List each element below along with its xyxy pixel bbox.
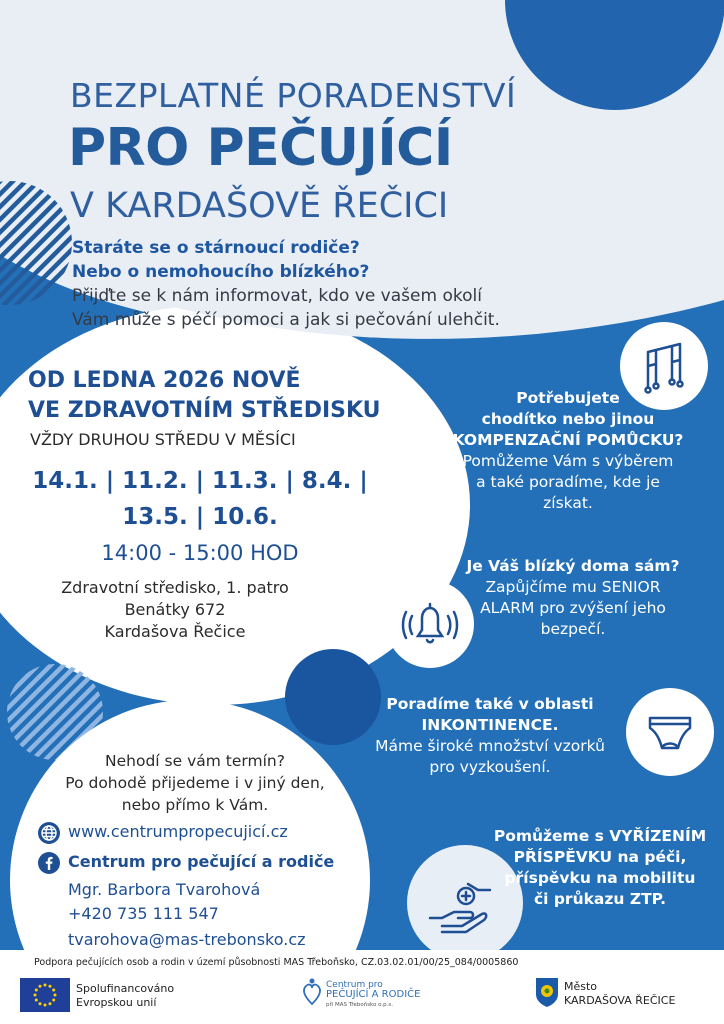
town-line-2: KARDAŠOVA ŘEČICE [564, 994, 676, 1007]
town-line-1: Město [564, 980, 598, 993]
eu-line-1: Spolufinancováno [76, 982, 175, 995]
walker-line-4: Pomůžeme Vám s výběrem [462, 452, 674, 470]
walker-line-3: KOMPENZAČNÍ POMŮCKU? [452, 431, 684, 449]
allowance-line-1: Pomůžeme s VYŘÍZENÍM [493, 827, 707, 845]
globe-icon [38, 822, 60, 844]
alarm-line-3: ALARM pro zvýšení jeho [480, 599, 666, 617]
alarm-line-2: Zapůjčíme mu SENIOR [485, 578, 661, 596]
contact-email[interactable]: tvarohova@mas-trebonsko.cz [68, 930, 306, 949]
intro-question-2: Nebo o nemohoucího blízkého? [72, 262, 370, 282]
eu-line-2: Evropskou unií [76, 996, 157, 1009]
walker-line-2: chodítko nebo jinou [481, 410, 655, 428]
eu-flag-logo [20, 978, 70, 1012]
website-link[interactable]: www.centrumpropecujicí.cz [68, 822, 288, 841]
schedule-frequency: VŽDY DRUHOU STŘEDU V MĚSÍCI [30, 430, 296, 449]
intro-text-1: Přijďte se k nám informovat, kdo ve vašem okolí [72, 286, 482, 306]
alternative-line-2: Po dohodě přijedeme i v jiný den, [65, 774, 325, 792]
address-line-3: Kardašova Řečice [104, 622, 246, 641]
centrum-heart-logo [300, 976, 324, 1008]
centrum-line-2: PEČUJÍCÍ A RODIČE [326, 989, 421, 1000]
footer-support-text: Podpora pečujících osob a rodin v území působnosti MAS Třeboňsko, CZ.03.02.01/00/25_084/0005860 [34, 957, 519, 968]
intro-text-2: Vám může s péčí pomoci a jak si pečování ulehčit. [72, 310, 500, 330]
schedule-heading-1: OD LEDNA 2026 NOVĚ [28, 368, 301, 393]
schedule-heading-2: VE ZDRAVOTNÍM STŘEDISKU [28, 398, 381, 423]
title-line-3: V KARDAŠOVĚ ŘEČICI [70, 186, 449, 226]
address-line-2: Benátky 672 [124, 600, 226, 619]
intro-question-1: Staráte se o stárnoucí rodiče? [72, 238, 360, 258]
town-coat-of-arms-logo [534, 976, 560, 1008]
schedule-dates-1: 14.1. | 11.2. | 11.3. | 8.4. | [32, 468, 368, 494]
walker-line-5: a také poradíme, kde je [476, 473, 660, 491]
allowance-line-4: či průkazu ZTP. [533, 890, 667, 908]
contact-phone[interactable]: +420 735 111 547 [68, 904, 219, 923]
schedule-time: 14:00 - 15:00 HOD [101, 541, 299, 565]
facebook-link[interactable]: Centrum pro pečující a rodiče [68, 852, 335, 871]
incontinence-line-2: INKONTINENCE. [421, 716, 559, 734]
walker-line-6: získat. [543, 494, 593, 512]
allowance-line-3: příspěvku na mobilitu [504, 869, 696, 887]
alarm-line-4: bezpečí. [540, 620, 606, 638]
incontinence-line-1: Poradíme také v oblasti [386, 695, 594, 713]
centrum-line-3: při MAS Třeboňsko o.p.s. [326, 1002, 394, 1008]
centrum-line-1: Centrum pro [326, 980, 383, 990]
title-line-2: PRO PEČUJÍCÍ [68, 118, 453, 178]
allowance-line-2: PŘÍSPĚVKU na péči, [513, 848, 687, 866]
contact-name: Mgr. Barbora Tvarohová [68, 880, 261, 899]
incontinence-line-3: Máme široké množství vzorků [375, 737, 605, 755]
title-line-1: BEZPLATNÉ PORADENSTVÍ [70, 76, 517, 115]
incontinence-line-4: pro vyzkoušení. [429, 758, 551, 776]
alternative-line-3: nebo přímo k Vám. [121, 796, 269, 814]
schedule-dates-2: 13.5. | 10.6. [122, 504, 278, 530]
alternative-line-1: Nehodí se vám termín? [105, 752, 285, 770]
address-line-1: Zdravotní středisko, 1. patro [61, 578, 289, 597]
alarm-line-1: Je Váš blízký doma sám? [466, 557, 680, 575]
walker-line-1: Potřebujete [516, 389, 620, 407]
facebook-icon [38, 852, 60, 874]
